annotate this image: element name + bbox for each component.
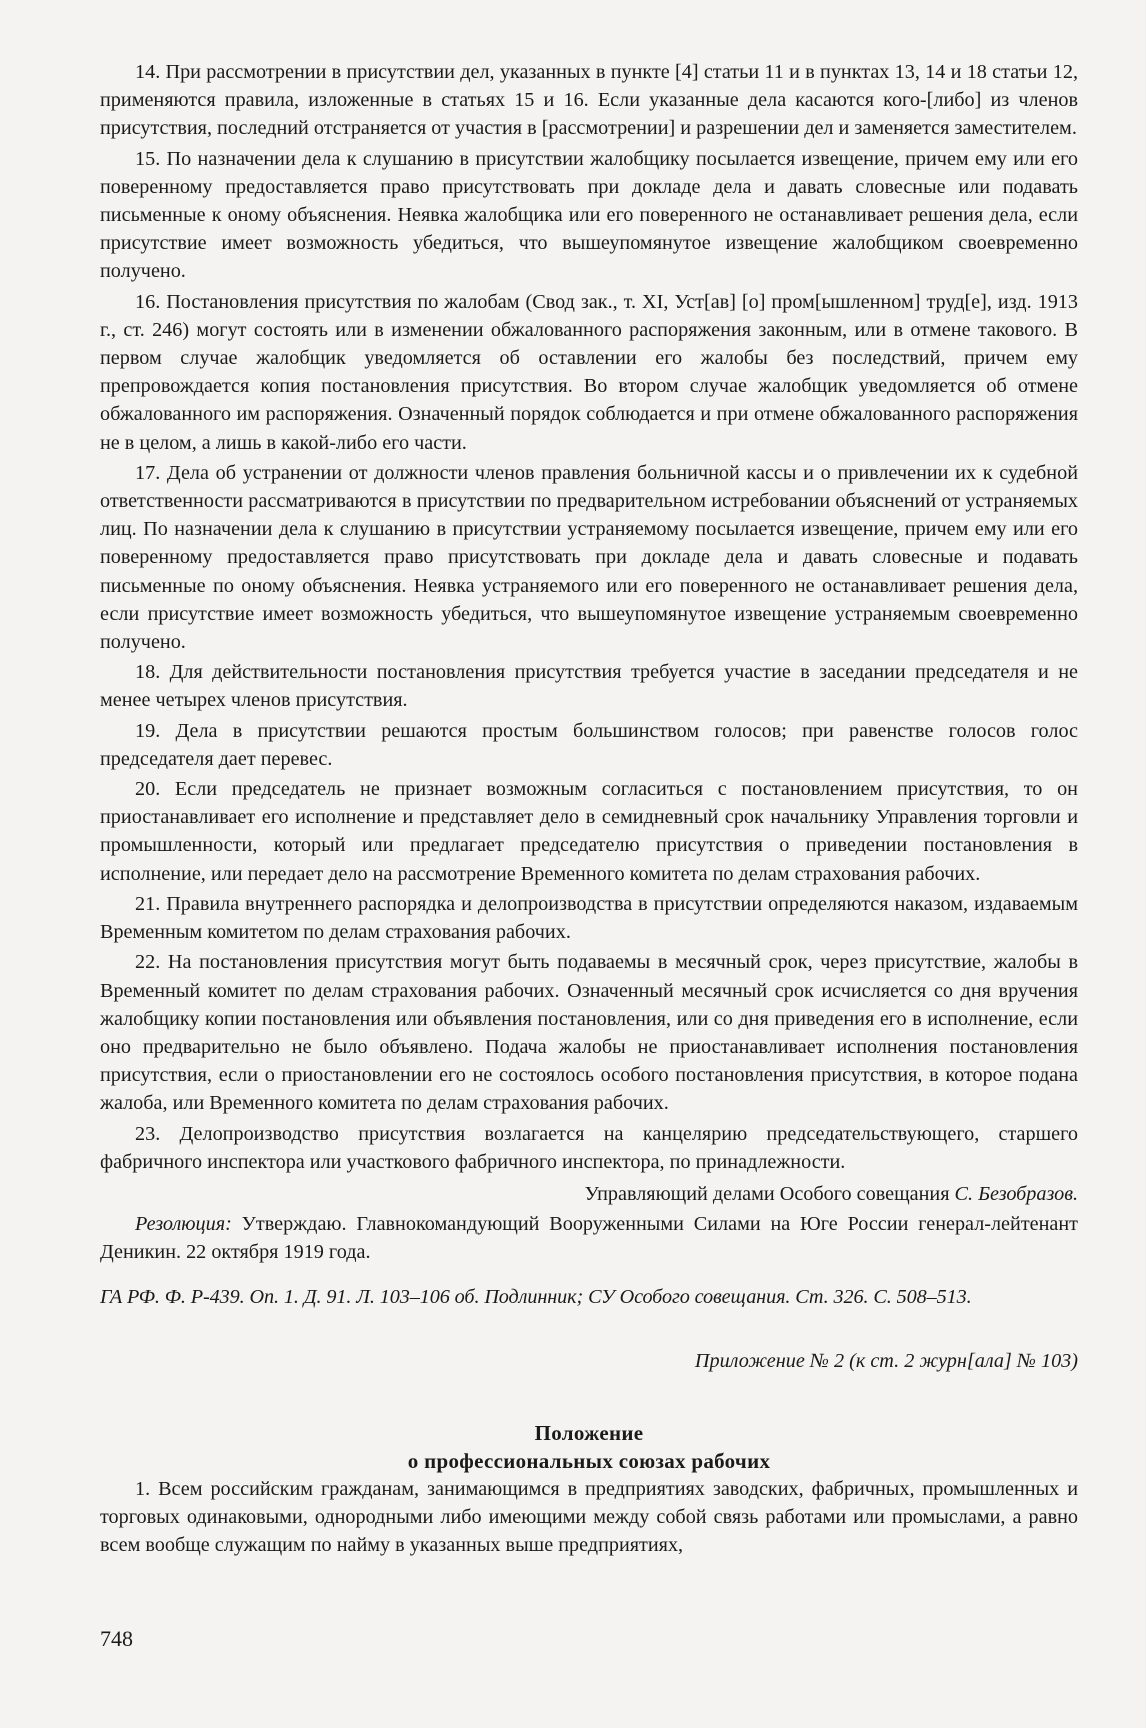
paragraph-15: 15. По назначении дела к слушанию в присутствии жалобщику посылается извещение, причем ему или его поверенному предоставляется право присутствовать при докладе дела и давать словесные или подавать письменные к оному объяснения. Неявка жалобщика или его поверенного не останавливает решения дела, если присутствие имеет возможность убедиться, что вышеупомянутое извещение жалобщиком своевременно получено.	[100, 147, 1078, 283]
resolution-text: Утверждаю. Главнокомандующий Вооруженными Силами на Юге России генерал-лейтенант Деникин. 22 октября 1919 года.	[100, 1213, 1078, 1264]
paragraph-14: 14. При рассмотрении в присутствии дел, указанных в пункте [4] статьи 11 и в пунктах 13, 14 и 18 статьи 12, применяются правила, изложенные в статьях 15 и 16. Если указанные дела касаются кого-[либо] из членов присутствия, последний отстраняется от участия в [рассмотрении] и разрешении дел и заменяется заместителем.	[100, 61, 1078, 140]
appendix-note: Приложение № 2 (к ст. 2 журн[ала] № 103)	[694, 1349, 1078, 1372]
paragraph-20: 20. Если председатель не признает возможным согласиться с постановлением присутствия, то он приостанавливает его исполнение и представляет дело в семидневный срок начальнику Управления торговли и промышленности, который или предлагает председателю присутствия о приведении постановления в исполнение, или передает дело на рассмотрение Временного комитета по делам страхования рабочих.	[100, 778, 1078, 885]
paragraph-22: 22. На постановления присутствия могут быть подаваемы в месячный срок, через присутствие, жалобы в Временный комитет по делам страхования рабочих. Означенный месячный срок исчисляется со дня вручения жалобщику копии постановления или объявления постановления, или со дня приведения его в исполнение, если оно предварительно не было объявлено. Подача жалобы не приостанавливает исполнения постановления присутствия, если о приостановлении его не состоялось особого постановления присутствия, в которое подана жалоба, или Временного комитета по делам страхования рабочих.	[100, 951, 1078, 1115]
signature-name: С. Безобразов.	[954, 1182, 1078, 1205]
paragraph-16: 16. Постановления присутствия по жалобам (Свод зак., т. XI, Уст[ав] [о] пром[ышленном] труд[е], изд. 1913 г., ст. 246) могут состоять или в изменении обжалованного распоряжения законным, или в отмене такового. В первом случае жалобщик уведомляется об оставлении его жалобы без последствий, причем ему препровождается копия постановления присутствия. Во втором случае жалобщик уведомляется об отмене обжалованного им распоряжения. Означенный порядок соблюдается и при отмене обжалованного распоряжения не в целом, а лишь в какой-либо его части.	[100, 290, 1078, 454]
paragraph-17: 17. Дела об устранении от должности членов правления больничной кассы и о привлечении их к судебной ответственности рассматриваются в присутствии по предварительном истребовании объяснений от устраняемых лиц. По назначении дела к слушанию в присутствии устраняемому посылается извещение, причем ему или его поверенному предоставляется право присутствовать при докладе дела и давать словесные и подавать письменные по оному объяснения. Неявка устраняемого или его поверенного не останавливает решения дела, если присутствие имеет возможность убедиться, что вышеупомянутое извещение устраняемым своевременно получено.	[100, 461, 1078, 654]
paragraph-23: 23. Делопроизводство присутствия возлагается на канцелярию председательствующего, старшего фабричного инспектора или участкового фабричного инспектора, по принадлежности.	[100, 1122, 1078, 1173]
archive-source: ГА РФ. Ф. Р-439. Оп. 1. Д. 91. Л. 103–106 об. Подлинник; СУ Особого совещания. Ст. 326. С. 508–513.	[100, 1285, 972, 1308]
paragraph-18: 18. Для действительности постановления присутствия требуется участие в заседании председателя и не менее четырех членов присутствия.	[100, 661, 1078, 712]
resolution-label: Резолюция:	[135, 1213, 232, 1236]
final-paragraph: 1. Всем российским гражданам, занимающимся в предприятиях заводских, фабричных, промышленных и торговых одинаковыми, однородными либо имеющими между собой связь работами или промыслами, а равно всем вообще служащим по найму в указанных выше предприятиях,	[100, 1477, 1078, 1557]
heading-line-1: Положение	[534, 1420, 644, 1445]
resolution-line	[100, 1210, 1078, 1266]
paragraph-21: 21. Правила внутреннего распорядка и делопроизводства в присутствии определяются наказом, издаваемым Временным комитетом по делам страхования рабочих.	[100, 892, 1078, 944]
page-number: 748	[100, 1626, 133, 1651]
document-body	[100, 58, 1078, 1560]
paragraph-19: 19. Дела в присутствии решаются простым большинством голосов; при равенстве голосов голос председателя дает перевес.	[100, 719, 1078, 770]
section-heading	[100, 1419, 1078, 1475]
signature-line	[100, 1180, 1078, 1208]
heading-line-2: о профессиональных союзах рабочих	[407, 1448, 771, 1473]
signature-text: Управляющий делами Особого совещания	[584, 1182, 955, 1205]
